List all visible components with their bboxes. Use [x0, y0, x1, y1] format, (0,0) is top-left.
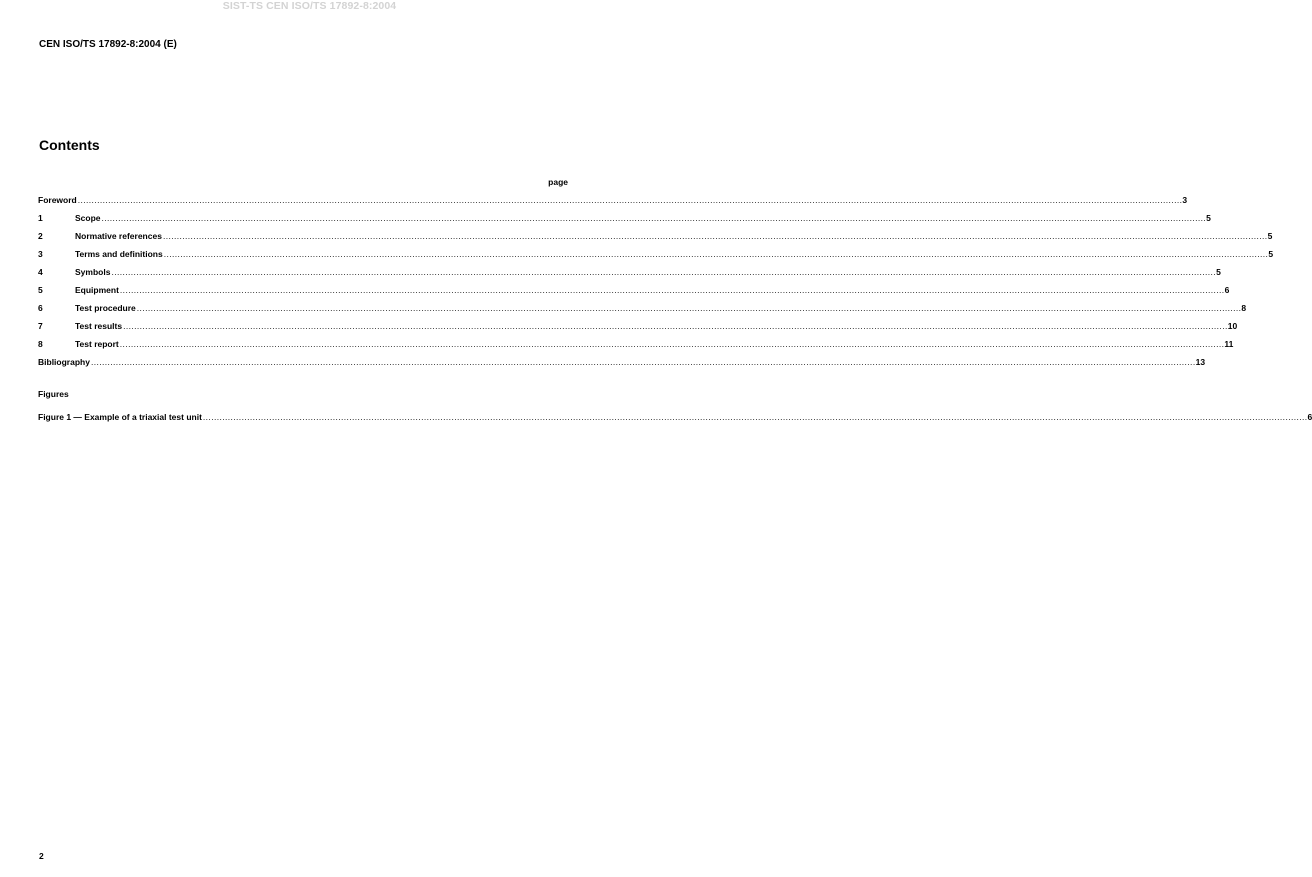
- toc-entry[interactable]: [38, 213, 1211, 231]
- toc-entry[interactable]: [38, 231, 1273, 249]
- toc-entry-page: 5: [1268, 249, 1274, 259]
- dot-leader: ................................................................................................................................................................................................................................................................................................................................................................................................................: [119, 285, 1225, 295]
- toc-entry-title: Figure 1 — Example of a triaxial test unit: [38, 412, 202, 422]
- toc-entry-title: Normative references: [75, 231, 162, 241]
- toc-entry-page: 11: [1224, 339, 1234, 349]
- toc-entry-title: Symbols: [75, 267, 111, 277]
- page-number: 2: [39, 851, 44, 861]
- toc-entry[interactable]: [38, 267, 1221, 285]
- dot-leader: ................................................................................................................................................................................................................................................................................................................................................................................................................: [136, 303, 1242, 313]
- toc-entry-number: 6: [38, 303, 43, 313]
- toc-entry-page: 13: [1195, 357, 1206, 367]
- table-of-contents: [38, 195, 1274, 375]
- toc-entry-title: Foreword: [38, 195, 77, 205]
- toc-entry-number: 5: [38, 285, 43, 295]
- dot-leader: ................................................................................................................................................................................................................................................................................................................................................................................................................: [90, 357, 1196, 367]
- dot-leader: ................................................................................................................................................................................................................................................................................................................................................................................................................: [77, 195, 1183, 205]
- toc-entry-page: 5: [1216, 267, 1221, 277]
- toc-entry-page: 5: [1267, 231, 1273, 241]
- dot-leader: ................................................................................................................................................................................................................................................................................................................................................................................................................: [202, 412, 1308, 422]
- toc-entry-number: 3: [38, 249, 43, 259]
- toc-entry-page: 8: [1241, 303, 1247, 313]
- toc-entry[interactable]: [38, 285, 1230, 303]
- toc-entry-number: 8: [38, 339, 43, 349]
- page-column-label: page: [548, 177, 568, 187]
- toc-entry-title: Equipment: [75, 285, 119, 295]
- figures-heading: Figures: [38, 389, 69, 399]
- toc-entry-number: 4: [38, 267, 43, 277]
- toc-entry-page: 6: [1224, 285, 1230, 295]
- toc-entry-number: 7: [38, 321, 43, 331]
- dot-leader: ................................................................................................................................................................................................................................................................................................................................................................................................................: [163, 249, 1269, 259]
- contents-heading: Contents: [39, 137, 100, 153]
- toc-entry-title: Terms and definitions: [75, 249, 163, 259]
- toc-entry[interactable]: [38, 339, 1234, 357]
- toc-entry-title: Bibliography: [38, 357, 90, 367]
- figures-list: [38, 412, 1312, 430]
- dot-leader: ................................................................................................................................................................................................................................................................................................................................................................................................................: [101, 213, 1207, 223]
- toc-entry-title: Test report: [75, 339, 119, 349]
- toc-entry-page: 10: [1227, 321, 1238, 331]
- toc-entry[interactable]: [38, 249, 1274, 267]
- dot-leader: ................................................................................................................................................................................................................................................................................................................................................................................................................: [119, 339, 1225, 349]
- toc-entry[interactable]: [38, 303, 1247, 321]
- toc-entry-title: Test results: [75, 321, 123, 331]
- dot-leader: ................................................................................................................................................................................................................................................................................................................................................................................................................: [123, 321, 1228, 331]
- toc-entry-page: 6: [1307, 412, 1312, 422]
- toc-entry[interactable]: [38, 357, 1206, 375]
- toc-entry[interactable]: [38, 195, 1188, 213]
- toc-entry-title: Test procedure: [75, 303, 136, 313]
- toc-entry-page: 5: [1206, 213, 1211, 223]
- toc-entry-number: 1: [38, 213, 43, 223]
- toc-entry-number: 2: [38, 231, 43, 241]
- toc-entry-page: 3: [1182, 195, 1188, 205]
- toc-entry[interactable]: [38, 321, 1238, 339]
- toc-entry[interactable]: [38, 412, 1312, 430]
- watermark: SIST-TS CEN ISO/TS 17892-8:2004: [222, 0, 397, 12]
- dot-leader: ................................................................................................................................................................................................................................................................................................................................................................................................................: [111, 267, 1217, 277]
- toc-entry-title: Scope: [75, 213, 101, 223]
- document-id: CEN ISO/TS 17892-8:2004 (E): [39, 39, 177, 50]
- dot-leader: ................................................................................................................................................................................................................................................................................................................................................................................................................: [162, 231, 1268, 241]
